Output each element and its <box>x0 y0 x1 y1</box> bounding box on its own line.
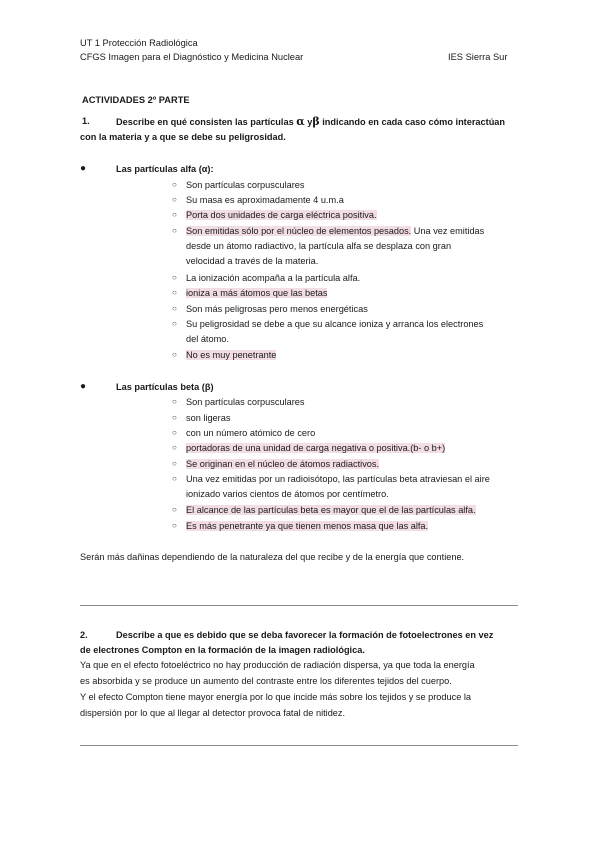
bullet-beta: ● <box>80 381 87 392</box>
bullet-alpha: ● <box>80 163 87 174</box>
q2-text-line1: Describe a que es debido que se deba favorecer la formación de fotoelectrones en vez <box>116 630 494 640</box>
answer2-line3: Y el efecto Compton tiene mayor energía por lo que incide más sobre los tejidos y se produce la <box>80 692 472 702</box>
q2-text-line2: de electrones Compton en la formación de la imagen radiológica. <box>80 645 365 655</box>
list-item: Una vez emitidas por un radioisótopo, las partículas beta atraviesan el aire ionizado varios cientos de átomos por centímetro. <box>186 474 490 499</box>
header-title: UT 1 Protección Radiológica <box>80 38 198 48</box>
list-item: Es más penetrante ya que tienen menos masa que las alfa. <box>186 521 429 531</box>
list-marker: ○ <box>172 443 177 452</box>
q1-number: 1. <box>82 116 90 126</box>
conclusion-text: Serán más dañinas dependiendo de la naturaleza del que recibe y de la energía que contiene. <box>80 552 465 562</box>
list-marker: ○ <box>172 304 177 313</box>
divider-1 <box>80 605 518 606</box>
list-marker: ○ <box>172 474 177 483</box>
list-item: Porta dos unidades de carga eléctrica positiva. <box>186 210 377 220</box>
q1-text-line2: con la materia y a que se debe su peligrosidad. <box>80 132 286 142</box>
list-marker: ○ <box>172 505 177 514</box>
list-item: El alcance de las partículas beta es mayor que el de las partículas alfa. <box>186 505 476 515</box>
list-marker: ○ <box>172 459 177 468</box>
list-item: Su masa es aproximadamente 4 u.m.a <box>186 195 344 205</box>
divider-2 <box>80 745 518 746</box>
list-item: son ligeras <box>186 413 231 423</box>
list-item: La ionización acompaña a la partícula alfa. <box>186 273 361 283</box>
list-marker: ○ <box>172 521 177 530</box>
list-item: Son partículas corpusculares <box>186 180 305 190</box>
answer2-line4: dispersión por lo que al llegar al detector provoca fatal de nitidez. <box>80 708 346 718</box>
section-title: ACTIVIDADES 2º PARTE <box>82 95 190 105</box>
list-item: Son más peligrosas pero menos energéticas <box>186 304 368 314</box>
list-item: portadoras de una unidad de carga negativa o positiva.(b- o b+) <box>186 443 446 453</box>
beta-heading: Las partículas beta (β) <box>116 382 214 392</box>
list-marker: ○ <box>172 180 177 189</box>
list-marker: ○ <box>172 428 177 437</box>
list-item: Son emitidas sólo por el núcleo de elementos pesados. Una vez emitidas desde un átomo radiactivo, la partícula alfa se desplaza con gran velocidad a través de la materia. <box>186 226 485 266</box>
list-item: ioniza a más átomos que las betas <box>186 288 328 298</box>
list-marker: ○ <box>172 195 177 204</box>
list-marker: ○ <box>172 397 177 406</box>
list-marker: ○ <box>172 273 177 282</box>
list-item: No es muy penetrante <box>186 350 277 360</box>
header-school: IES Sierra Sur <box>448 52 508 62</box>
alpha-heading: Las partículas alfa (α): <box>116 164 214 174</box>
list-marker: ○ <box>172 226 177 235</box>
list-item: con un número atómico de cero <box>186 428 316 438</box>
list-item: Su peligrosidad se debe a que su alcance ioniza y arranca los electrones del átomo. <box>186 319 484 344</box>
list-item: Son partículas corpusculares <box>186 397 305 407</box>
list-marker: ○ <box>172 350 177 359</box>
list-marker: ○ <box>172 288 177 297</box>
list-item: Se originan en el núcleo de átomos radiactivos. <box>186 459 380 469</box>
list-marker: ○ <box>172 319 177 328</box>
q1-text-line1: Describe en qué consisten las partículas α yβ indicando en cada caso cómo interactúan <box>116 115 506 128</box>
q2-number: 2. <box>80 630 88 640</box>
answer2-line1: Ya que en el efecto fotoeléctrico no hay producción de radiación dispersa, ya que toda la energía <box>80 660 475 670</box>
list-marker: ○ <box>172 210 177 219</box>
list-marker: ○ <box>172 413 177 422</box>
header-course: CFGS Imagen para el Diagnóstico y Medicina Nuclear <box>80 52 304 62</box>
answer2-line2: es absorbida y se produce un aumento del contraste entre los diferentes tejidos del cuerpo. <box>80 676 452 686</box>
